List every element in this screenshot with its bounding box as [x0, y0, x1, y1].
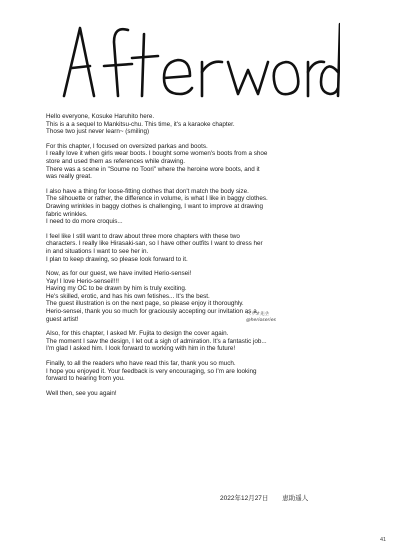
paragraph-1: [46, 113, 346, 136]
signature-author: 恵助遥人: [282, 495, 309, 502]
note-line: @herioseries: [246, 318, 276, 323]
text-line: Those two just never learn~ (smiling): [46, 128, 150, 136]
text-line: Hello everyone, Kosuke Haruhito here.: [46, 113, 155, 120]
text-line: I really love it when girls wear boots. I bought some women's boots from a shoe: [46, 150, 268, 158]
text-line: For this chapter, I focused on oversized parkas and boots.: [46, 142, 208, 150]
text-line: Yay! I love Herio-sensei!!!!: [46, 277, 120, 285]
signature-date: 2022年12月27日: [220, 495, 269, 502]
text-line: I plan to keep drawing, so please look forward to it.: [46, 255, 188, 263]
text-line: was really great.: [46, 173, 92, 181]
text-line: Now, as for our guest, we have invited Herio-sensei!: [46, 270, 192, 278]
text-line: I need to do more croquis...: [46, 218, 123, 226]
paragraph-2: [46, 143, 346, 181]
paragraph-6: [46, 330, 346, 353]
page-number: 41: [380, 537, 387, 543]
signature: [220, 493, 308, 502]
text-line: I feel like I still want to draw about three more chapters with these two: [46, 232, 240, 240]
text-line: guest artist!: [46, 315, 79, 323]
afterword-body: [46, 113, 346, 404]
text-line: Having my OC to be drawn by him is truly exciting.: [46, 285, 187, 293]
handwritten-title-lettering: [60, 22, 340, 100]
paragraph-3: [46, 188, 346, 226]
text-line: Herio-sensei, thank you so much for graciously accepting our invitation as a: [46, 308, 257, 316]
paragraph-5: [46, 270, 346, 323]
text-line: forward to hearing from you.: [46, 375, 125, 383]
text-line: The silhouette or rather, the difference in volume, is what I like in baggy clothes.: [46, 195, 268, 203]
text-line: I also have a thing for loose-fitting clothes that don't match the body size.: [46, 187, 249, 195]
text-line: store and used them as references while drawing.: [46, 157, 185, 165]
paragraph-7: [46, 360, 346, 383]
text-line: Drawing wrinkles in baggy clothes is challenging, I want to improve at drawing: [46, 202, 263, 210]
text-line: characters. I really like Hirasaki-san, so I have other outfits I want to dress her: [46, 240, 263, 248]
text-line: I hope you enjoyed it. Your feedback is very encouraging, so I'm are looking: [46, 367, 257, 375]
text-line: Well then, see you again!: [46, 389, 117, 397]
text-line: The guest illustration is on the next page, so please enjoy it thoroughly.: [46, 300, 244, 308]
text-line: The moment I saw the design, I let out a sigh of admiration. It's a fantastic job...: [46, 337, 267, 345]
note-line: ヘリオ先生: [246, 312, 269, 317]
text-line: He's skilled, erotic, and has his own fetishes... It's the best.: [46, 292, 210, 300]
page-title: [60, 22, 340, 100]
text-line: in and situations I want to see her in.: [46, 247, 149, 255]
handwritten-guest-note: [246, 312, 276, 324]
text-line: This is a a sequel to Mankitsu-chu. This time, it's a karaoke chapter.: [46, 120, 235, 128]
paragraph-4: [46, 233, 346, 263]
text-line: Finally, to all the readers who have read this far, thank you so much.: [46, 360, 236, 368]
text-line: There was a scene in "Soume no Toori" where the heroine wore boots, and it: [46, 165, 260, 173]
text-line: Also, for this chapter, I asked Mr. Fujita to design the cover again.: [46, 330, 229, 338]
text-line: I'm glad I asked him. I look forward to working with him in the future!: [46, 345, 236, 353]
paragraph-8: [46, 390, 346, 398]
text-line: fabric wrinkles.: [46, 210, 88, 218]
